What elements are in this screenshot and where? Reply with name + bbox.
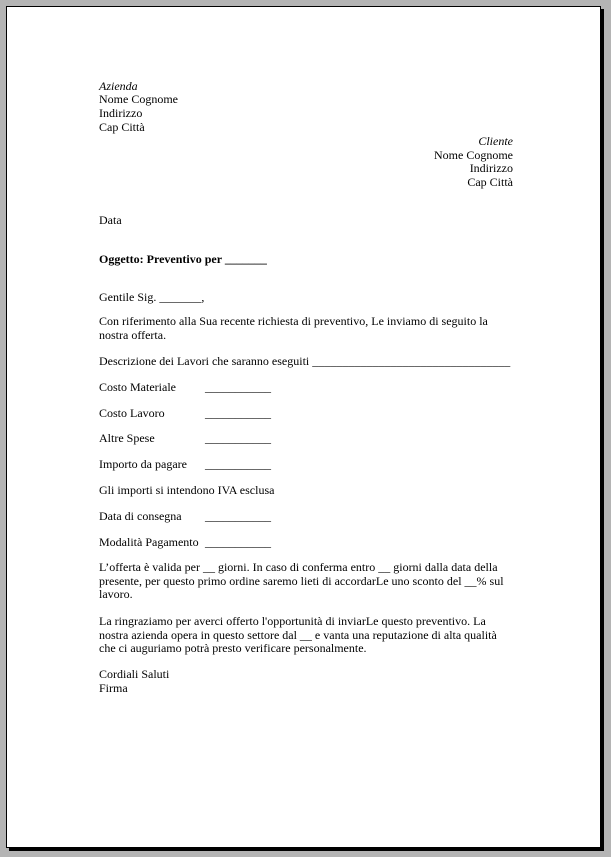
field-total-label: Importo da pagare: [99, 457, 187, 471]
client-label: Cliente: [478, 134, 513, 148]
field-payment-blank: ___________: [205, 535, 271, 549]
signature: Firma: [99, 681, 128, 695]
field-labor: [99, 407, 271, 421]
client-city: Cap Città: [467, 175, 513, 189]
client-address: Indirizzo: [469, 161, 513, 175]
company-name: Nome Cognome: [99, 92, 178, 106]
offer-paragraph: L’offerta è valida per __ giorni. In caso di conferma entro __ giorni dalla data della presente, per questo primo ordine saremo lieti di accordarLe uno sconto del __% sul lavoro.: [99, 560, 504, 601]
intro-paragraph: Con riferimento alla Sua recente richiesta di preventivo, Le inviamo di seguito la nostra offerta.: [99, 314, 488, 342]
field-delivery-label: Data di consegna: [99, 509, 182, 523]
field-labor-label: Costo Lavoro: [99, 406, 165, 420]
closing: Cordiali Saluti: [99, 667, 170, 681]
date-label: Data: [99, 213, 122, 227]
greeting: Gentile Sig. _______,: [99, 290, 205, 304]
field-total-blank: ___________: [205, 457, 271, 471]
description-line: Descrizione dei Lavori che saranno eseguiti _________________________________: [99, 354, 511, 368]
company-label: Azienda: [99, 79, 138, 93]
field-total: [99, 458, 271, 472]
field-material-label: Costo Materiale: [99, 380, 176, 394]
field-other: [99, 432, 271, 446]
field-delivery-blank: ___________: [205, 509, 271, 523]
field-material-blank: ___________: [205, 380, 271, 394]
company-city: Cap Città: [99, 120, 145, 134]
field-other-blank: ___________: [205, 431, 271, 445]
client-name: Nome Cognome: [434, 148, 513, 162]
document-page: [6, 6, 601, 848]
field-payment: [99, 536, 271, 550]
field-delivery: [99, 510, 271, 524]
field-labor-blank: ___________: [205, 406, 271, 420]
company-address: Indirizzo: [99, 106, 143, 120]
vat-note: Gli importi si intendono IVA esclusa: [99, 483, 275, 497]
subject-line: Oggetto: Preventivo per _______: [99, 252, 267, 266]
field-material: [99, 381, 271, 395]
field-payment-label: Modalità Pagamento: [99, 535, 199, 549]
thanks-paragraph: La ringraziamo per averci offerto l'opportunità di inviarLe questo preventivo. La nostra azienda opera in questo settore dal __ e vanta una reputazione di alta qualità che ci auguriamo potrà presto verificare personalmente.: [99, 614, 497, 655]
field-other-label: Altre Spese: [99, 431, 155, 445]
